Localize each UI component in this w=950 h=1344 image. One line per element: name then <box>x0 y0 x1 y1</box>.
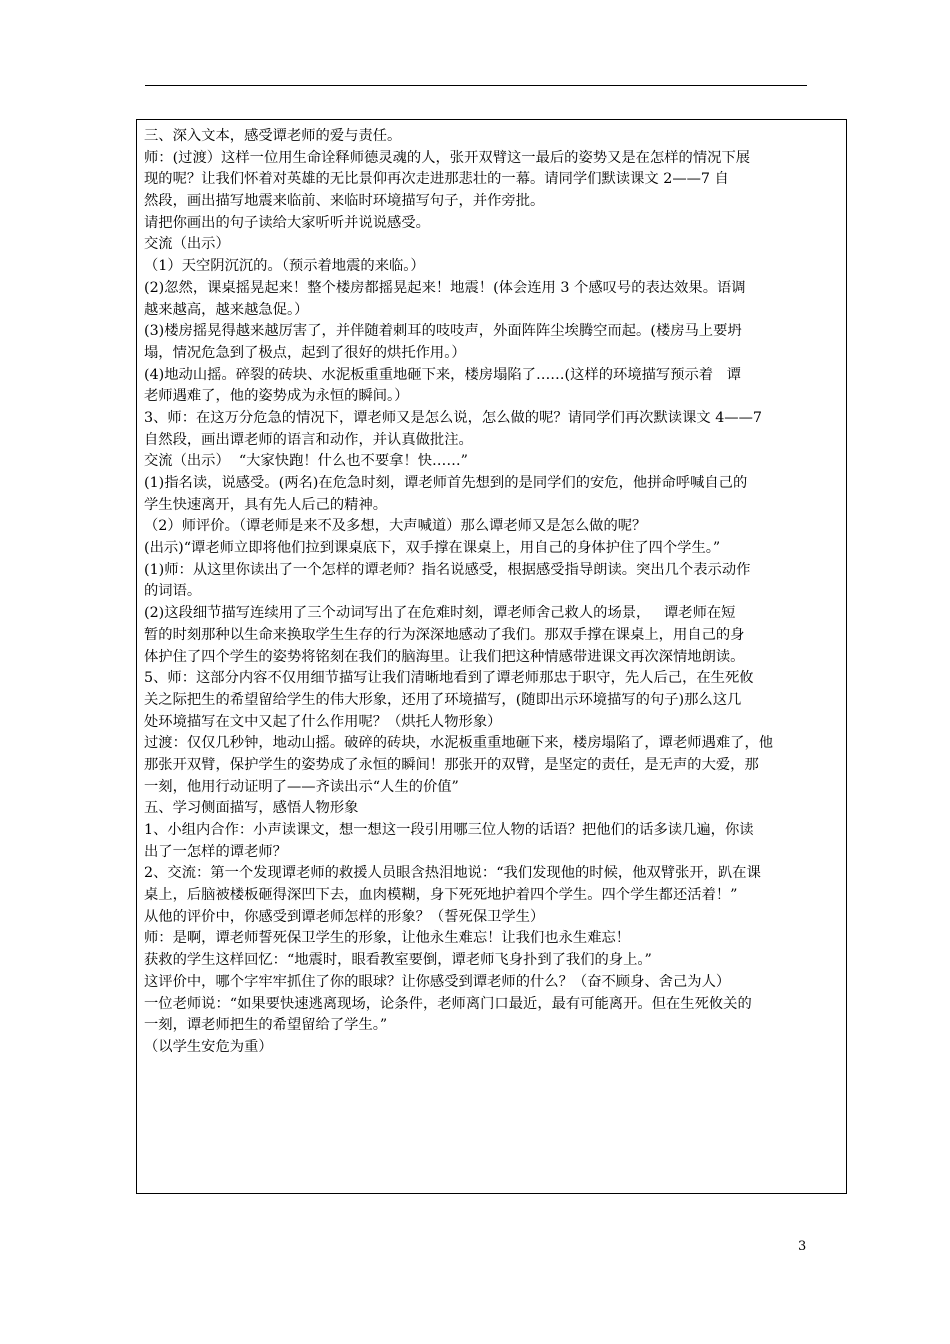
header-rule <box>145 85 807 86</box>
text-line: 交流（出示） “大家快跑！什么也不要拿！快……” <box>144 453 468 470</box>
text-line: 自然段，画出谭老师的语言和动作，并认真做批注。 <box>144 431 473 448</box>
text-line: 越来越高，越来越急促。） <box>144 301 309 318</box>
text-line: 5、师：这部分内容不仅用细节描写让我们清晰地看到了谭老师那忠于职守，先人后己，在生死攸 <box>144 670 754 687</box>
text-line: (出示)“谭老师立即将他们拉到课桌底下，双手撑在课桌上，用自己的身体护住了四个学生。” <box>144 540 721 557</box>
text-line: (3)楼房摇晃得越来越厉害了，并伴随着刺耳的吱吱声，外面阵阵尘埃腾空而起。(楼房马上要坍 <box>144 323 742 340</box>
text-line: 过渡：仅仅几秒钟，地动山摇。破碎的砖块，水泥板重重地砸下来，楼房塌陷了，谭老师遇难了，他 <box>144 735 774 752</box>
text-line: 那张开双臂，保护学生的姿势成了永恒的瞬间！那张开的双臂，是坚定的责任，是无声的大爱，那 <box>144 756 759 773</box>
text-line: (1)指名读，说感受。(两名)在危急时刻，谭老师首先想到的是同学们的安危，他拼命呼喊自己的 <box>144 475 748 491</box>
text-line: 一刻，谭老师把生的希望留给了学生。” <box>144 1017 388 1034</box>
text-line: 暂的时刻那种以生命来换取学生生存的行为深深地感动了我们。那双手撑在课桌上，用自己的身 <box>144 626 745 643</box>
text-line: 师：是啊，谭老师誓死保卫学生的形象，让他永生难忘！让我们也永生难忘！ <box>144 930 631 947</box>
text-line: (4)地动山摇。碎裂的砖块、水泥板重重地砸下来，楼房塌陷了……(这样的环境描写预示着 谭 <box>144 366 742 383</box>
text-line: 的词语。 <box>144 583 202 600</box>
text-line: 这评价中，哪个字牢牢抓住了你的眼球？让你感受到谭老师的什么？（奋不顾身、舍己为人） <box>144 973 731 990</box>
text-line: 请把你画出的句子读给大家听听并说说感受。 <box>144 214 430 231</box>
text-line: （2）师评价。（谭老师是来不及多想，大声喊道）那么谭老师又是怎么做的呢？ <box>144 518 647 535</box>
text-line: 一刻，他用行动证明了——齐读出示“人生的价值” <box>144 778 459 795</box>
text-line: 2、交流：第一个发现谭老师的救援人员眼含热泪地说：“我们发现他的时候，他双臂张开，趴在课 <box>144 865 761 882</box>
text-line: 出了一怎样的谭老师？ <box>144 843 287 860</box>
text-line: 塌，情况危急到了极点，起到了很好的烘托作用。） <box>144 344 466 361</box>
text-line: （1）天空阴沉沉的。（预示着地震的来临。） <box>144 258 425 275</box>
text-line: 从他的评价中，你感受到谭老师怎样的形象？（誓死保卫学生） <box>144 908 545 925</box>
text-line: 交流（出示） <box>144 236 230 253</box>
text-line: 师：(过渡）这样一位用生命诠释师德灵魂的人，张开双臂这一最后的姿势又是在怎样的情况下展 <box>144 149 751 166</box>
text-line: 1、小组内合作：小声读课文，想一想这一段引用哪三位人物的话语？把他们的话多读几遍，你读 <box>144 822 754 838</box>
page-number: 3 <box>798 1239 807 1254</box>
text-line: 体护住了四个学生的姿势将铭刻在我们的脑海里。让我们把这种情感带进课文再次深情地朗读。 <box>144 648 745 665</box>
text-line: 一位老师说：“如果要快速逃离现场，论条件，老师离门口最近，最有可能离开。但在生死攸关的 <box>144 995 752 1012</box>
lesson-content-box <box>136 119 847 1194</box>
text-line: 然段，画出描写地震来临前、来临时环境描写句子，并作旁批。 <box>144 193 545 210</box>
text-line: 关之际把生的希望留给学生的伟大形象，还用了环境描写，(随即出示环境描写的句子)那么这几 <box>144 691 742 708</box>
text-line: (2)这段细节描写连续用了三个动词写出了在危难时刻，谭老师舍己救人的场景， 谭老师在短 <box>144 605 736 622</box>
text-line: 学生快速离开，具有先人后己的精神。 <box>144 496 388 513</box>
text-line: 桌上，后脑被楼板砸得深凹下去，血肉模糊，身下死死地护着四个学生。四个学生都还活着！” <box>144 887 738 904</box>
text-line: (2)忽然，课桌摇晃起来！整个楼房都摇晃起来！地震！(体会连用 3 个感叹号的表达效果。语调 <box>144 279 746 296</box>
text-line: 获救的学生这样回忆：“地震时，眼看教室要倒，谭老师飞身扑到了我们的身上。” <box>144 952 652 969</box>
text-line: 现的呢？让我们怀着对英雄的无比景仰再次走进那悲壮的一幕。请同学们默读课文 2——7 自 <box>144 171 729 188</box>
text-line: 老师遇难了，他的姿势成为永恒的瞬间。） <box>144 388 409 405</box>
text-line: 三、深入文本，感受谭老师的爱与责任。 <box>144 128 402 144</box>
text-line: 3、师：在这万分危急的情况下，谭老师又是怎么说，怎么做的呢？请同学们再次默读课文 4——7 <box>144 409 763 426</box>
text-line: (1)师：从这里你读出了一个怎样的谭老师？指名说感受，根据感受指导朗读。突出几个表示动作 <box>144 561 751 578</box>
text-line: 五、学习侧面描写，感悟人物形象 <box>144 800 359 817</box>
text-line: （以学生安危为重） <box>144 1038 273 1055</box>
text-line: 处环境描写在文中又起了什么作用呢？（烘托人物形象） <box>144 713 502 730</box>
